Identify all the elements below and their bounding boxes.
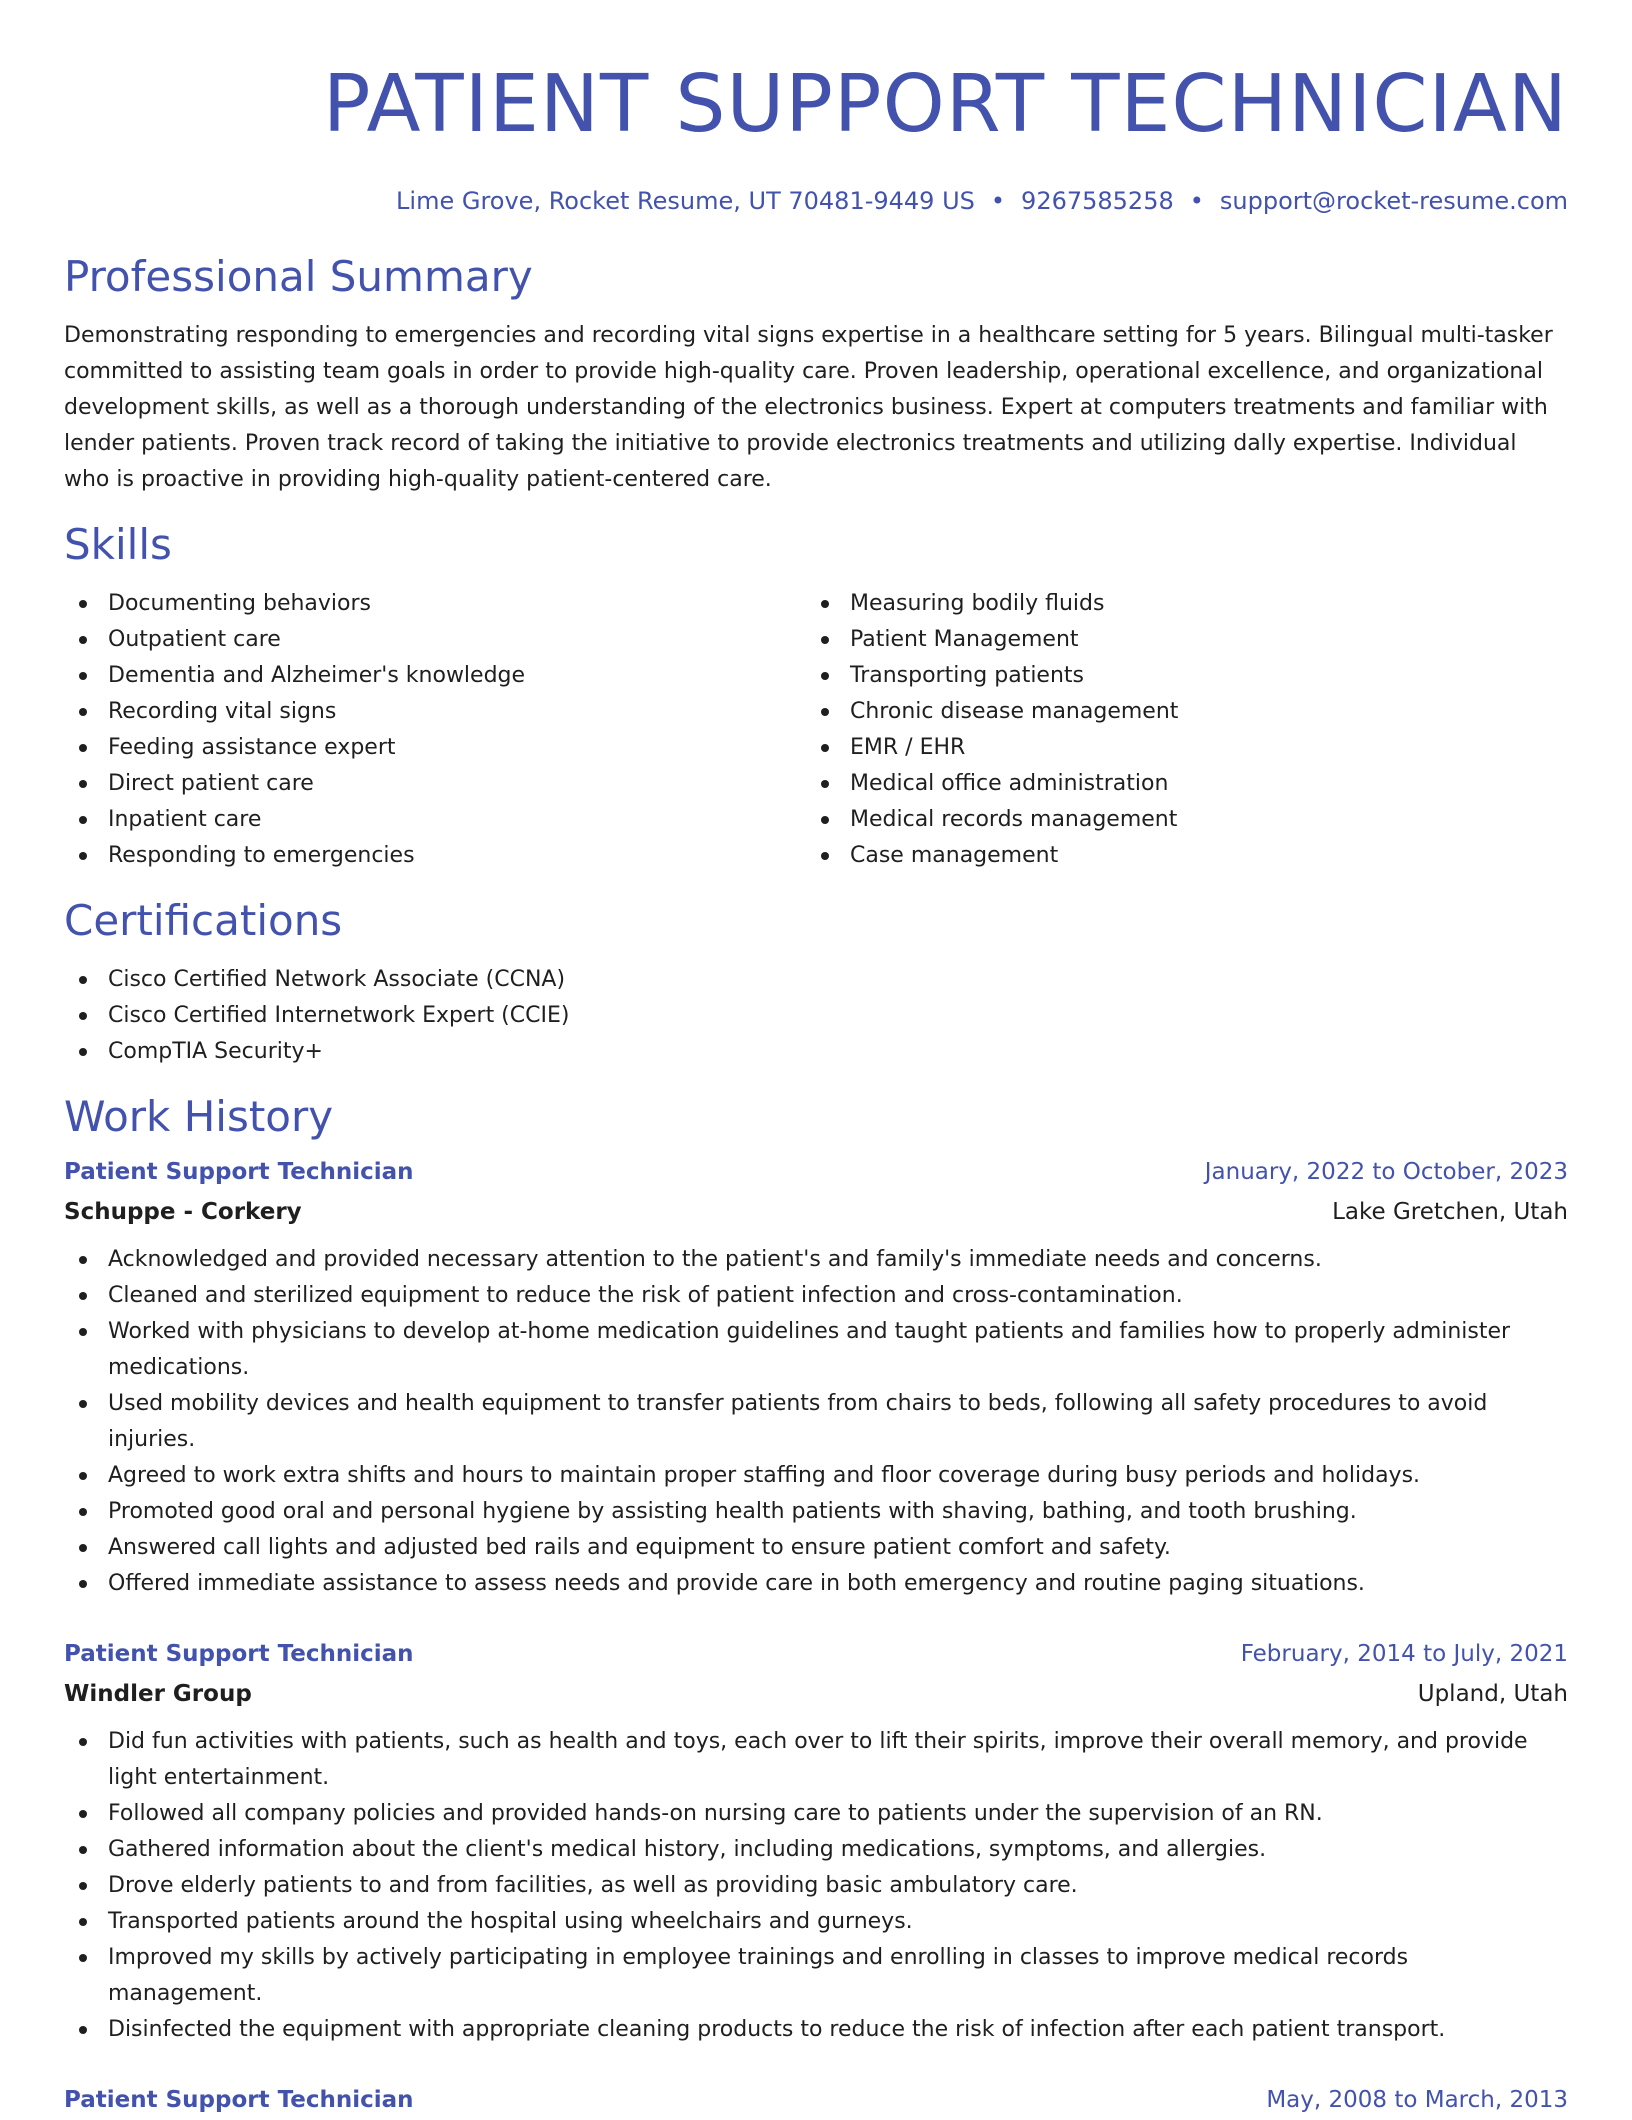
bullet-icon <box>79 1292 87 1300</box>
bullet-icon <box>79 2026 87 2034</box>
certifications-list <box>64 962 1568 1070</box>
job-duty-item: Offered immediate assistance to assess needs and provide care in both emergency and routine paging situations. <box>64 1566 1568 1602</box>
job-duty-item: Cleaned and sterilized equipment to reduce the risk of patient infection and cross-contamination. <box>64 1278 1568 1314</box>
job-duties-list <box>64 1242 1568 1602</box>
candidate-name: PATIENT SUPPORT TECHNICIAN <box>322 58 1568 150</box>
job-entry <box>64 1634 1568 2048</box>
job-title: Patient Support Technician <box>64 1159 414 1185</box>
skill-item: EMR / EHR <box>806 730 1548 766</box>
job-dates: February, 2014 to July, 2021 <box>1240 1641 1568 1667</box>
bullet-icon <box>79 1580 87 1588</box>
job-entry <box>64 1152 1568 1602</box>
skill-item: Case management <box>806 838 1548 874</box>
skill-item: Medical records management <box>806 802 1548 838</box>
skills-right-list <box>806 586 1548 874</box>
bullet-icon <box>79 636 87 644</box>
job-duties-list <box>64 1724 1568 2048</box>
job-header <box>64 1634 1568 1674</box>
bullet-icon <box>79 1738 87 1746</box>
skill-item: Measuring bodily fluids <box>806 586 1548 622</box>
summary-heading: Professional Summary <box>64 252 533 301</box>
skill-item: Dementia and Alzheimer's knowledge <box>64 658 806 694</box>
certification-item: Cisco Certified Internetwork Expert (CCIE) <box>64 998 1568 1034</box>
job-entry <box>64 2080 1568 2120</box>
skill-item: Transporting patients <box>806 658 1548 694</box>
job-dates: January, 2022 to October, 2023 <box>1204 1159 1568 1185</box>
bullet-icon <box>79 1918 87 1926</box>
bullet-icon <box>79 1400 87 1408</box>
contact-phone: 9267585258 <box>1021 187 1174 215</box>
bullet-icon <box>821 780 829 788</box>
skill-item: Outpatient care <box>64 622 806 658</box>
job-title: Patient Support Technician <box>64 2087 414 2113</box>
skill-item: Responding to emergencies <box>64 838 806 874</box>
contact-separator: • <box>1189 187 1204 215</box>
job-duty-item: Gathered information about the client's medical history, including medications, symptoms, and allergies. <box>64 1832 1568 1868</box>
skill-item: Feeding assistance expert <box>64 730 806 766</box>
bullet-icon <box>821 708 829 716</box>
job-header <box>64 2080 1568 2120</box>
job-duty-item: Transported patients around the hospital using wheelchairs and gurneys. <box>64 1904 1568 1940</box>
employer-name: Windler Group <box>64 1681 252 1707</box>
employer-name: Schuppe - Corkery <box>64 1199 302 1225</box>
job-duty-item: Improved my skills by actively participating in employee trainings and enrolling in classes to improve medical records management. <box>64 1940 1568 2012</box>
bullet-icon <box>79 1810 87 1818</box>
contact-address: Lime Grove, Rocket Resume, UT 70481-9449 US <box>396 187 975 215</box>
skill-item: Medical office administration <box>806 766 1548 802</box>
skills-left-list <box>64 586 806 874</box>
bullet-icon <box>821 600 829 608</box>
job-duty-item: Disinfected the equipment with appropriate cleaning products to reduce the risk of infection after each patient transport. <box>64 2012 1568 2048</box>
work-history-heading: Work History <box>64 1092 334 1141</box>
certifications-heading: Certifications <box>64 896 343 945</box>
job-dates: May, 2008 to March, 2013 <box>1266 2087 1568 2113</box>
bullet-icon <box>821 816 829 824</box>
bullet-icon <box>79 744 87 752</box>
bullet-icon <box>79 672 87 680</box>
bullet-icon <box>79 1256 87 1264</box>
bullet-icon <box>79 780 87 788</box>
bullet-icon <box>79 708 87 716</box>
job-duty-item: Answered call lights and adjusted bed rails and equipment to ensure patient comfort and safety. <box>64 1530 1568 1566</box>
contact-email[interactable]: support@rocket-resume.com <box>1219 187 1568 215</box>
bullet-icon <box>79 1472 87 1480</box>
skill-item: Inpatient care <box>64 802 806 838</box>
job-header <box>64 1152 1568 1192</box>
bullet-icon <box>79 1508 87 1516</box>
bullet-icon <box>79 1882 87 1890</box>
skill-item: Recording vital signs <box>64 694 806 730</box>
bullet-icon <box>79 976 87 984</box>
job-location: Upland, Utah <box>1417 1681 1568 1707</box>
resume-content <box>64 0 1568 2120</box>
job-duty-item: Acknowledged and provided necessary attention to the patient's and family's immediate needs and concerns. <box>64 1242 1568 1278</box>
bullet-icon <box>821 636 829 644</box>
job-duty-item: Worked with physicians to develop at-home medication guidelines and taught patients and families how to properly administer medications. <box>64 1314 1568 1386</box>
skill-item: Chronic disease management <box>806 694 1548 730</box>
bullet-icon <box>79 852 87 860</box>
bullet-icon <box>79 1954 87 1962</box>
bullet-icon <box>79 1328 87 1336</box>
job-duty-item: Promoted good oral and personal hygiene by assisting health patients with shaving, bathing, and tooth brushing. <box>64 1494 1568 1530</box>
job-subheader <box>64 1192 1568 1232</box>
certification-item: CompTIA Security+ <box>64 1034 1568 1070</box>
bullet-icon <box>79 1544 87 1552</box>
bullet-icon <box>821 852 829 860</box>
bullet-icon <box>821 744 829 752</box>
bullet-icon <box>79 1012 87 1020</box>
skill-item: Documenting behaviors <box>64 586 806 622</box>
skill-item: Patient Management <box>806 622 1548 658</box>
contact-line <box>64 184 1568 218</box>
job-title: Patient Support Technician <box>64 1641 414 1667</box>
summary-text: Demonstrating responding to emergencies and recording vital signs expertise in a healthcare setting for 5 years. Bilingual multi-tasker committed to assisting team goals in order to provide high-quality care. Proven leadership, operational excellence, and organizational development skills, as well as a thorough understanding of the electronics business. Expert at computers treatments and familiar with lender patients. Proven track record of taking the initiative to provide electronics treatments and utilizing dally expertise. Individual who is proactive in providing high-quality patient-centered care. <box>64 323 1553 492</box>
job-duty-item: Followed all company policies and provided hands-on nursing care to patients under the supervision of an RN. <box>64 1796 1568 1832</box>
bullet-icon <box>79 1048 87 1056</box>
skills-grid <box>64 586 1568 874</box>
job-duty-item: Did fun activities with patients, such as health and toys, each over to lift their spirits, improve their overall memory, and provide light entertainment. <box>64 1724 1568 1796</box>
job-duty-item: Drove elderly patients to and from facilities, as well as providing basic ambulatory care. <box>64 1868 1568 1904</box>
skill-item: Direct patient care <box>64 766 806 802</box>
bullet-icon <box>79 1846 87 1854</box>
job-duty-item: Agreed to work extra shifts and hours to maintain proper staffing and floor coverage during busy periods and holidays. <box>64 1458 1568 1494</box>
job-duty-item: Used mobility devices and health equipment to transfer patients from chairs to beds, following all safety procedures to avoid injuries. <box>64 1386 1568 1458</box>
certification-item: Cisco Certified Network Associate (CCNA) <box>64 962 1568 998</box>
bullet-icon <box>821 672 829 680</box>
bullet-icon <box>79 816 87 824</box>
skills-heading: Skills <box>64 520 172 569</box>
job-subheader <box>64 1674 1568 1714</box>
contact-separator: • <box>990 187 1006 215</box>
bullet-icon <box>79 600 87 608</box>
job-location: Lake Gretchen, Utah <box>1332 1199 1568 1225</box>
